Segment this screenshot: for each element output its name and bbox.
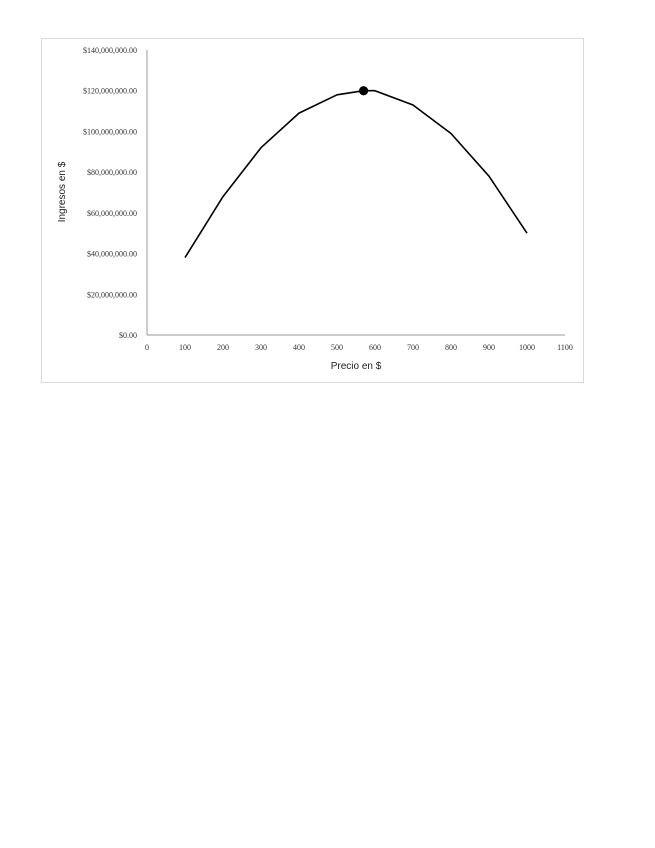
y-tick-label: $120,000,000.00 <box>83 86 137 96</box>
x-tick-label: 1000 <box>519 343 535 352</box>
y-tick-label: $0.00 <box>119 331 137 340</box>
x-tick-label: 900 <box>483 343 495 352</box>
x-tick-label: 1100 <box>557 343 573 352</box>
x-axis-title: Precio en $ <box>330 361 382 372</box>
x-tick-label: 0 <box>145 343 149 352</box>
y-tick-label: $100,000,000.00 <box>83 127 137 137</box>
y-tick-label: $60,000,000.00 <box>87 208 137 218</box>
y-tick-label: $40,000,000.00 <box>87 249 137 259</box>
x-tick-labels <box>145 343 573 352</box>
y-tick-labels <box>83 46 137 340</box>
x-tick-label: 200 <box>217 343 229 352</box>
y-tick-label: $140,000,000.00 <box>83 46 137 55</box>
x-tick-label: 100 <box>179 343 191 352</box>
x-tick-label: 600 <box>369 343 381 352</box>
x-tick-label: 700 <box>407 343 419 352</box>
x-tick-label: 500 <box>331 343 343 352</box>
x-tick-label: 800 <box>445 343 457 352</box>
revenue-chart <box>42 39 585 384</box>
y-axis-title: Ingresos en $ <box>57 161 68 223</box>
max-revenue-point <box>359 86 368 95</box>
revenue-line <box>185 91 527 258</box>
x-tick-label: 400 <box>293 343 305 352</box>
y-tick-label: $80,000,000.00 <box>87 168 137 178</box>
chart-frame <box>41 38 584 383</box>
y-tick-label: $20,000,000.00 <box>87 290 137 300</box>
x-tick-label: 300 <box>255 343 267 352</box>
